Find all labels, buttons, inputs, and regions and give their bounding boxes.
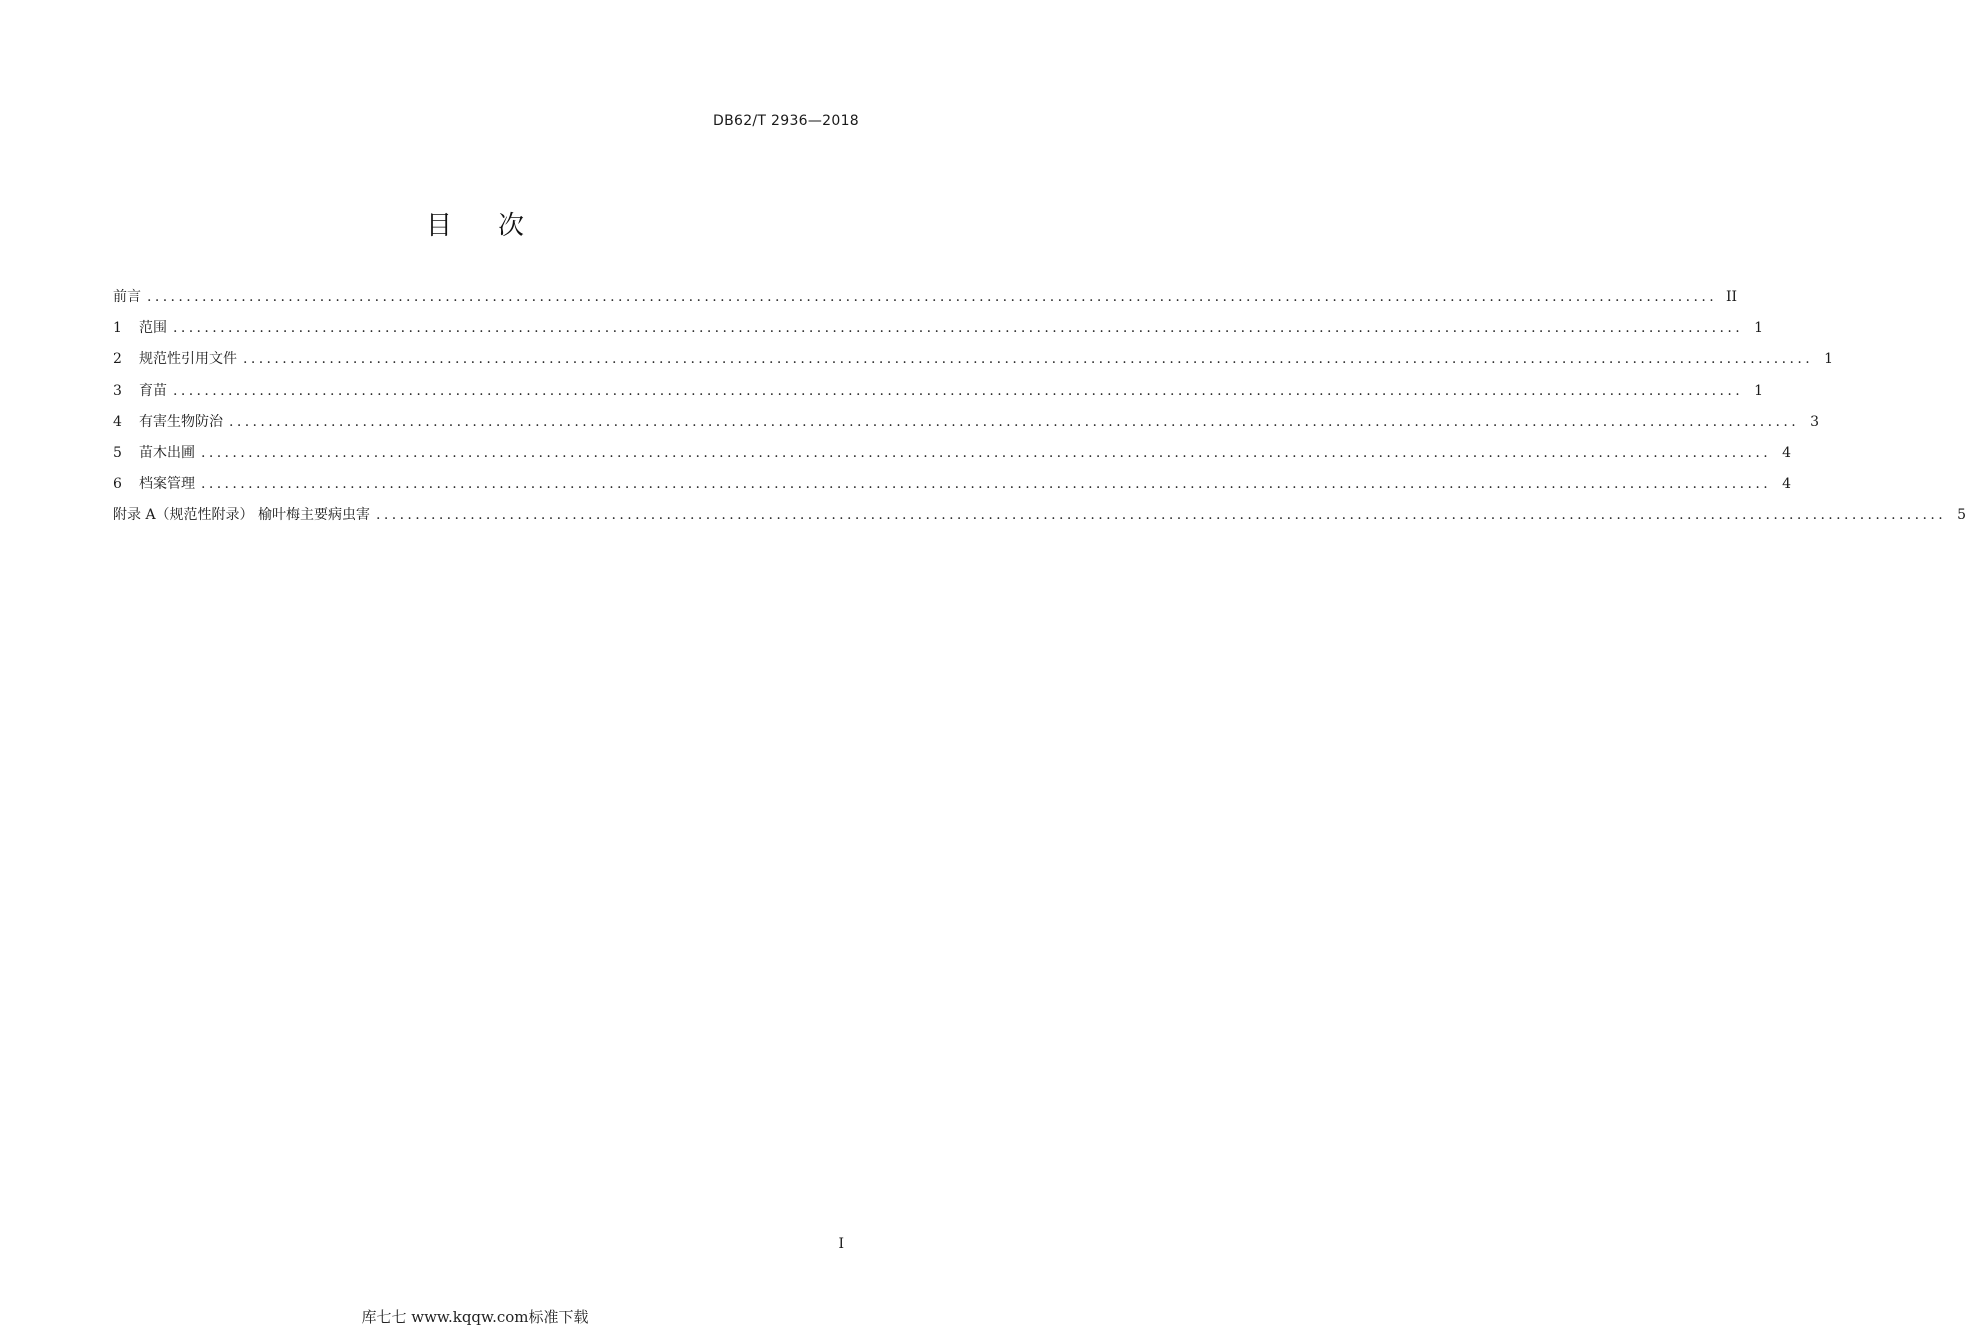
toc-entry-label: 规范性引用文件 bbox=[139, 351, 237, 368]
toc-entry-number: 1 bbox=[113, 320, 122, 337]
toc-leader-dots: ........................................................................................................................................................................................................ bbox=[229, 413, 1800, 430]
toc-leader-dots: ........................................................................................................................................................................................................ bbox=[201, 476, 1772, 493]
toc-entry-records-management[interactable] bbox=[113, 473, 1792, 504]
toc-entry-foreword[interactable] bbox=[113, 286, 1738, 317]
toc-leader-dots: ........................................................................................................................................................................................................ bbox=[173, 382, 1744, 399]
document-code: DB62/T 2936—2018 bbox=[713, 113, 859, 129]
toc-entry-number: 6 bbox=[113, 476, 122, 493]
toc-leader-dots: ........................................................................................................................................................................................................ bbox=[376, 507, 1947, 524]
toc-entry-label: 前言 bbox=[113, 289, 141, 305]
toc-entry-number: 4 bbox=[113, 413, 122, 430]
toc-entry-number: 5 bbox=[113, 444, 122, 461]
toc-entry-page: 4 bbox=[1782, 476, 1792, 493]
toc-entry-page: 1 bbox=[1754, 382, 1764, 399]
page-title: 目次 bbox=[425, 211, 570, 241]
toc-entry-nursery-outplanting[interactable] bbox=[113, 442, 1792, 473]
toc-entry-label: 档案管理 bbox=[139, 476, 195, 493]
toc-entry-seedling-raising[interactable] bbox=[113, 380, 1764, 411]
toc-entry-pest-control[interactable] bbox=[113, 411, 1820, 442]
toc-entry-page: 4 bbox=[1782, 444, 1792, 461]
toc-entry-number: 2 bbox=[113, 351, 122, 368]
toc-leader-dots: ........................................................................................................................................................................................................ bbox=[201, 444, 1772, 461]
page-number: I bbox=[838, 1236, 844, 1252]
toc-leader-dots: ........................................................................................................................................................................................................ bbox=[147, 289, 1718, 305]
toc-entry-label: 附录 A（规范性附录） 榆叶梅主要病虫害 bbox=[113, 507, 371, 524]
toc-entry-page: 1 bbox=[1754, 320, 1764, 337]
toc-entry-normative-references[interactable] bbox=[113, 348, 1834, 379]
toc-entry-page: II bbox=[1725, 289, 1738, 305]
toc-entry-scope[interactable] bbox=[113, 317, 1764, 348]
toc-entry-number: 3 bbox=[113, 382, 122, 399]
toc-leader-dots: ........................................................................................................................................................................................................ bbox=[173, 320, 1744, 337]
toc-entry-page: 3 bbox=[1810, 413, 1820, 430]
table-of-contents bbox=[113, 286, 1966, 536]
toc-entry-label: 范围 bbox=[139, 320, 167, 337]
toc-leader-dots: ........................................................................................................................................................................................................ bbox=[243, 351, 1814, 368]
toc-entry-appendix-a[interactable] bbox=[113, 504, 1966, 535]
toc-entry-label: 有害生物防治 bbox=[139, 413, 223, 430]
toc-entry-label: 育苗 bbox=[139, 382, 167, 399]
toc-entry-page: 5 bbox=[1957, 507, 1966, 524]
watermark-text: 库七七 www.kqqw.com标准下载 bbox=[361, 1308, 589, 1326]
toc-entry-page: 1 bbox=[1824, 351, 1834, 368]
toc-entry-label: 苗木出圃 bbox=[139, 444, 195, 461]
